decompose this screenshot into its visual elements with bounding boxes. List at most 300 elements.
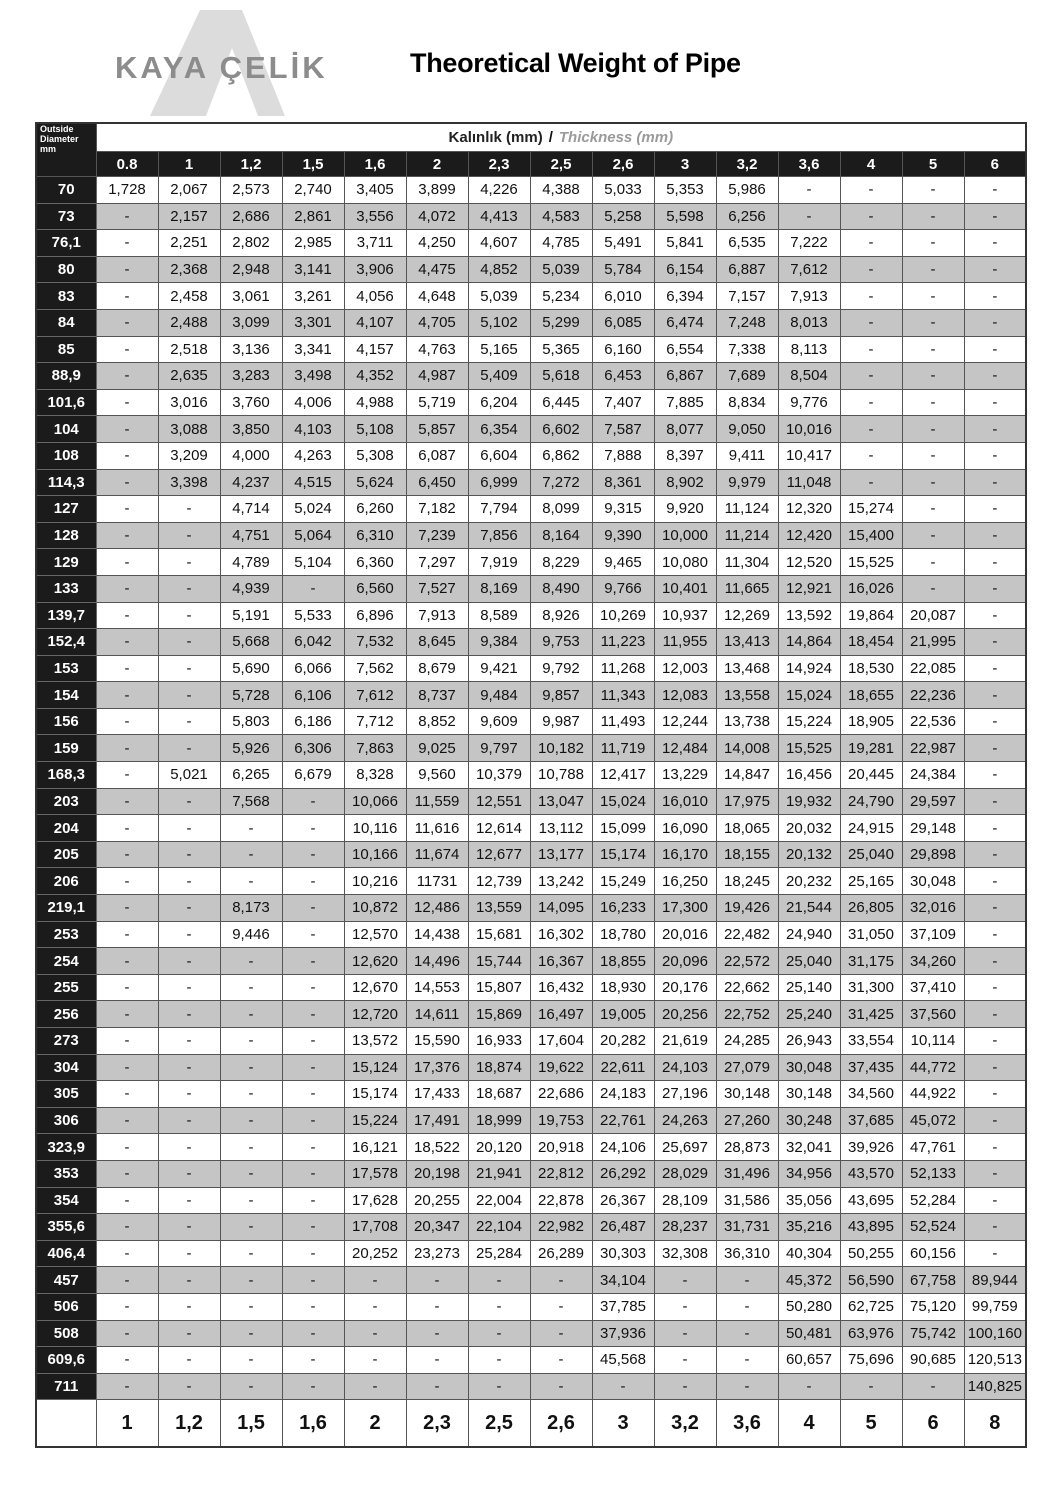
weight-cell: 5,926: [220, 735, 282, 762]
table-row: [36, 762, 1026, 789]
weight-cell: 6,360: [344, 549, 406, 576]
weight-cell: 22,761: [592, 1107, 654, 1134]
weight-cell: 13,572: [344, 1028, 406, 1055]
weight-cell: -: [964, 1001, 1026, 1028]
weight-cell: 29,898: [902, 841, 964, 868]
weight-cell: 5,690: [220, 655, 282, 682]
weight-cell: -: [282, 1187, 344, 1214]
weight-cell: 6,474: [654, 309, 716, 336]
footer-thickness-cell: 1,5: [220, 1400, 282, 1448]
weight-cell: 7,568: [220, 788, 282, 815]
weight-cell: 7,272: [530, 469, 592, 496]
weight-cell: 5,104: [282, 549, 344, 576]
weight-cell: -: [96, 496, 158, 523]
weight-cell: 45,568: [592, 1347, 654, 1374]
weight-cell: 16,933: [468, 1028, 530, 1055]
weight-cell: 21,544: [778, 895, 840, 922]
weight-cell: -: [778, 203, 840, 230]
outside-diameter-cell: 323,9: [36, 1134, 96, 1161]
weight-cell: -: [964, 735, 1026, 762]
weight-cell: 11,214: [716, 522, 778, 549]
outside-diameter-cell: 101,6: [36, 389, 96, 416]
weight-cell: -: [964, 469, 1026, 496]
weight-cell: 12,720: [344, 1001, 406, 1028]
weight-cell: 44,772: [902, 1054, 964, 1081]
weight-cell: -: [96, 256, 158, 283]
weight-cell: 9,465: [592, 549, 654, 576]
weight-cell: -: [220, 1293, 282, 1320]
weight-cell: 40,304: [778, 1240, 840, 1267]
table-row: [36, 1214, 1026, 1241]
weight-cell: -: [96, 230, 158, 257]
weight-cell: -: [96, 841, 158, 868]
weight-cell: -: [282, 1320, 344, 1347]
weight-cell: 9,446: [220, 921, 282, 948]
weight-cell: -: [964, 974, 1026, 1001]
table-row: [36, 921, 1026, 948]
weight-cell: -: [282, 1028, 344, 1055]
weight-cell: 24,384: [902, 762, 964, 789]
weight-cell: 52,133: [902, 1160, 964, 1187]
weight-cell: 22,662: [716, 974, 778, 1001]
weight-cell: 6,310: [344, 522, 406, 549]
weight-cell: 7,919: [468, 549, 530, 576]
weight-cell: 7,587: [592, 416, 654, 443]
weight-cell: 21,941: [468, 1160, 530, 1187]
thickness-header-row: [36, 152, 1026, 177]
weight-cell: 3,556: [344, 203, 406, 230]
weight-cell: -: [964, 1081, 1026, 1108]
weight-cell: -: [220, 1081, 282, 1108]
weight-cell: -: [158, 1320, 220, 1347]
weight-cell: -: [964, 602, 1026, 629]
weight-cell: 4,751: [220, 522, 282, 549]
weight-cell: 18,999: [468, 1107, 530, 1134]
weight-cell: -: [220, 1028, 282, 1055]
weight-cell: 4,852: [468, 256, 530, 283]
weight-cell: 8,173: [220, 895, 282, 922]
outside-diameter-cell: 80: [36, 256, 96, 283]
weight-cell: 5,039: [468, 283, 530, 310]
weight-cell: -: [96, 203, 158, 230]
footer-thickness-cell: 2,6: [530, 1400, 592, 1448]
weight-cell: -: [220, 868, 282, 895]
outside-diameter-cell: 253: [36, 921, 96, 948]
thickness-header-cell: 6: [964, 152, 1026, 177]
logo-text: KAYA ÇELİK: [115, 50, 328, 85]
weight-cell: -: [654, 1320, 716, 1347]
weight-cell: 8,328: [344, 762, 406, 789]
weight-cell: 75,742: [902, 1320, 964, 1347]
weight-cell: 6,160: [592, 336, 654, 363]
weight-cell: 10,788: [530, 762, 592, 789]
weight-cell: 7,338: [716, 336, 778, 363]
weight-cell: 6,204: [468, 389, 530, 416]
weight-cell: 12,520: [778, 549, 840, 576]
table-row: [36, 1134, 1026, 1161]
weight-cell: -: [96, 1054, 158, 1081]
weight-cell: -: [158, 1240, 220, 1267]
weight-cell: 37,685: [840, 1107, 902, 1134]
weight-cell: 34,260: [902, 948, 964, 975]
weight-cell: 8,737: [406, 682, 468, 709]
weight-cell: -: [96, 895, 158, 922]
weight-cell: 5,409: [468, 363, 530, 390]
weight-cell: -: [282, 1054, 344, 1081]
weight-cell: 16,497: [530, 1001, 592, 1028]
weight-cell: -: [964, 1134, 1026, 1161]
weight-cell: 2,368: [158, 256, 220, 283]
weight-cell: -: [530, 1267, 592, 1294]
weight-cell: 16,432: [530, 974, 592, 1001]
weight-cell: -: [964, 177, 1026, 204]
weight-cell: 15,174: [344, 1081, 406, 1108]
weight-cell: 5,803: [220, 708, 282, 735]
footer-thickness-cell: 2,3: [406, 1400, 468, 1448]
outside-diameter-header: [36, 123, 96, 177]
weight-cell: -: [654, 1293, 716, 1320]
weight-cell: 7,863: [344, 735, 406, 762]
weight-cell: -: [220, 1187, 282, 1214]
outside-diameter-cell: 406,4: [36, 1240, 96, 1267]
weight-cell: 11,493: [592, 708, 654, 735]
weight-cell: 26,805: [840, 895, 902, 922]
table-row: [36, 974, 1026, 1001]
weight-cell: 10,216: [344, 868, 406, 895]
outside-diameter-cell: 508: [36, 1320, 96, 1347]
weight-cell: 16,302: [530, 921, 592, 948]
weight-cell: -: [964, 549, 1026, 576]
table-row: [36, 948, 1026, 975]
weight-cell: 4,785: [530, 230, 592, 257]
weight-cell: 5,624: [344, 469, 406, 496]
weight-cell: 3,398: [158, 469, 220, 496]
weight-cell: -: [964, 629, 1026, 656]
weight-cell: 17,975: [716, 788, 778, 815]
weight-cell: 8,679: [406, 655, 468, 682]
footer-thickness-cell: 2,5: [468, 1400, 530, 1448]
weight-cell: -: [964, 309, 1026, 336]
weight-cell: 63,976: [840, 1320, 902, 1347]
weight-cell: -: [902, 522, 964, 549]
thickness-title-separator: /: [548, 129, 553, 146]
weight-cell: 20,176: [654, 974, 716, 1001]
weight-cell: 75,696: [840, 1347, 902, 1374]
weight-cell: 27,260: [716, 1107, 778, 1134]
weight-cell: 13,229: [654, 762, 716, 789]
weight-cell: 4,250: [406, 230, 468, 257]
weight-cell: 4,352: [344, 363, 406, 390]
weight-cell: 17,604: [530, 1028, 592, 1055]
weight-cell: -: [902, 177, 964, 204]
thickness-title-tr: Kalınlık (mm): [448, 129, 543, 146]
table-row: [36, 522, 1026, 549]
weight-cell: 12,244: [654, 708, 716, 735]
weight-cell: 12,921: [778, 575, 840, 602]
weight-cell: 23,273: [406, 1240, 468, 1267]
weight-cell: -: [964, 1240, 1026, 1267]
weight-cell: 31,425: [840, 1001, 902, 1028]
weight-cell: -: [902, 1373, 964, 1400]
weight-cell: -: [96, 1293, 158, 1320]
weight-cell: 11,665: [716, 575, 778, 602]
weight-cell: 4,648: [406, 283, 468, 310]
weight-cell: 6,453: [592, 363, 654, 390]
weight-cell: 22,482: [716, 921, 778, 948]
weight-cell: 25,140: [778, 974, 840, 1001]
weight-cell: 10,417: [778, 442, 840, 469]
weight-cell: 4,237: [220, 469, 282, 496]
table-row: [36, 1373, 1026, 1400]
weight-cell: -: [220, 1373, 282, 1400]
table-row: [36, 735, 1026, 762]
table-row: [36, 416, 1026, 443]
weight-cell: -: [964, 1187, 1026, 1214]
weight-cell: 7,248: [716, 309, 778, 336]
weight-cell: 15,400: [840, 522, 902, 549]
weight-cell: 30,048: [778, 1054, 840, 1081]
weight-cell: 20,232: [778, 868, 840, 895]
weight-cell: 31,496: [716, 1160, 778, 1187]
weight-cell: 9,776: [778, 389, 840, 416]
weight-cell: -: [220, 1134, 282, 1161]
weight-cell: -: [96, 629, 158, 656]
outside-diameter-cell: 457: [36, 1267, 96, 1294]
weight-cell: -: [406, 1267, 468, 1294]
weight-cell: 6,186: [282, 708, 344, 735]
weight-cell: 25,240: [778, 1001, 840, 1028]
table-row: [36, 496, 1026, 523]
weight-cell: 29,148: [902, 815, 964, 842]
weight-cell: 18,687: [468, 1081, 530, 1108]
weight-cell: 20,120: [468, 1134, 530, 1161]
weight-cell: -: [530, 1293, 592, 1320]
weight-cell: -: [282, 1001, 344, 1028]
footer-thickness-cell: 3,2: [654, 1400, 716, 1448]
thickness-header-cell: 2,5: [530, 152, 592, 177]
weight-cell: 12,417: [592, 762, 654, 789]
weight-cell: 16,010: [654, 788, 716, 815]
weight-cell: 22,982: [530, 1214, 592, 1241]
table-row: [36, 1028, 1026, 1055]
weight-cell: 12,484: [654, 735, 716, 762]
weight-cell: 15,224: [778, 708, 840, 735]
weight-cell: 4,103: [282, 416, 344, 443]
weight-cell: 9,050: [716, 416, 778, 443]
weight-cell: -: [468, 1267, 530, 1294]
weight-cell: 18,855: [592, 948, 654, 975]
weight-cell: -: [220, 1267, 282, 1294]
weight-cell: 50,481: [778, 1320, 840, 1347]
weight-cell: 6,862: [530, 442, 592, 469]
table-row: [36, 309, 1026, 336]
weight-cell: 11,304: [716, 549, 778, 576]
weight-cell: 8,099: [530, 496, 592, 523]
weight-cell: 19,932: [778, 788, 840, 815]
weight-cell: 11,223: [592, 629, 654, 656]
weight-cell: 10,116: [344, 815, 406, 842]
weight-cell: 2,985: [282, 230, 344, 257]
weight-cell: 7,297: [406, 549, 468, 576]
weight-cell: -: [840, 336, 902, 363]
weight-cell: -: [406, 1320, 468, 1347]
weight-cell: 26,943: [778, 1028, 840, 1055]
weight-cell: 4,763: [406, 336, 468, 363]
weight-cell: -: [964, 416, 1026, 443]
weight-cell: 7,612: [778, 256, 840, 283]
table-row: [36, 575, 1026, 602]
od-header-line: Outside: [40, 124, 74, 134]
weight-cell: 6,010: [592, 283, 654, 310]
weight-cell: 10,114: [902, 1028, 964, 1055]
weight-cell: 10,166: [344, 841, 406, 868]
outside-diameter-cell: 133: [36, 575, 96, 602]
weight-cell: -: [96, 815, 158, 842]
weight-cell: -: [96, 708, 158, 735]
weight-cell: 39,926: [840, 1134, 902, 1161]
table-row: [36, 1001, 1026, 1028]
weight-cell: -: [902, 203, 964, 230]
outside-diameter-cell: 104: [36, 416, 96, 443]
weight-cell: -: [96, 1001, 158, 1028]
weight-cell: 9,753: [530, 629, 592, 656]
weight-cell: 17,708: [344, 1214, 406, 1241]
weight-cell: 5,308: [344, 442, 406, 469]
weight-cell: 24,106: [592, 1134, 654, 1161]
weight-cell: 8,852: [406, 708, 468, 735]
thickness-header-cell: 2,6: [592, 152, 654, 177]
weight-cell: 8,589: [468, 602, 530, 629]
weight-cell: -: [344, 1293, 406, 1320]
weight-cell: 8,926: [530, 602, 592, 629]
weight-cell: -: [282, 895, 344, 922]
weight-cell: 5,299: [530, 309, 592, 336]
weight-cell: 4,988: [344, 389, 406, 416]
weight-cell: -: [282, 815, 344, 842]
weight-cell: 34,956: [778, 1160, 840, 1187]
weight-cell: -: [964, 655, 1026, 682]
weight-cell: 32,041: [778, 1134, 840, 1161]
weight-cell: 5,668: [220, 629, 282, 656]
weight-cell: 31,731: [716, 1214, 778, 1241]
weight-cell: 19,753: [530, 1107, 592, 1134]
weight-cell: 15,224: [344, 1107, 406, 1134]
weight-cell: 2,686: [220, 203, 282, 230]
weight-cell: 7,913: [778, 283, 840, 310]
weight-cell: 6,450: [406, 469, 468, 496]
outside-diameter-cell: 506: [36, 1293, 96, 1320]
weight-cell: 2,861: [282, 203, 344, 230]
weight-cell: 14,496: [406, 948, 468, 975]
weight-cell: -: [468, 1320, 530, 1347]
weight-cell: 12,620: [344, 948, 406, 975]
weight-cell: 52,524: [902, 1214, 964, 1241]
weight-cell: 13,047: [530, 788, 592, 815]
weight-cell: 7,885: [654, 389, 716, 416]
thickness-header-cell: 1,2: [220, 152, 282, 177]
weight-cell: 5,165: [468, 336, 530, 363]
weight-cell: 15,681: [468, 921, 530, 948]
weight-cell: 22,812: [530, 1160, 592, 1187]
weight-cell: 15,525: [778, 735, 840, 762]
weight-cell: 3,209: [158, 442, 220, 469]
weight-cell: 31,586: [716, 1187, 778, 1214]
weight-cell: 8,077: [654, 416, 716, 443]
weight-cell: -: [654, 1373, 716, 1400]
weight-cell: 43,570: [840, 1160, 902, 1187]
weight-cell: 28,873: [716, 1134, 778, 1161]
weight-cell: 5,353: [654, 177, 716, 204]
weight-cell: 18,655: [840, 682, 902, 709]
weight-cell: 24,263: [654, 1107, 716, 1134]
weight-cell: 27,196: [654, 1081, 716, 1108]
weight-cell: 4,107: [344, 309, 406, 336]
weight-cell: 90,685: [902, 1347, 964, 1374]
weight-cell: 12,570: [344, 921, 406, 948]
weight-cell: -: [964, 1160, 1026, 1187]
weight-cell: -: [96, 1267, 158, 1294]
weight-cell: 37,435: [840, 1054, 902, 1081]
weight-cell: 30,303: [592, 1240, 654, 1267]
weight-cell: -: [96, 416, 158, 443]
weight-cell: -: [158, 1054, 220, 1081]
weight-cell: -: [158, 1214, 220, 1241]
weight-cell: -: [716, 1293, 778, 1320]
weight-cell: 11,559: [406, 788, 468, 815]
weight-cell: 8,169: [468, 575, 530, 602]
weight-cell: -: [964, 1028, 1026, 1055]
weight-cell: 11,719: [592, 735, 654, 762]
weight-cell: 6,306: [282, 735, 344, 762]
weight-cell: 20,445: [840, 762, 902, 789]
weight-cell: 3,498: [282, 363, 344, 390]
weight-cell: 14,864: [778, 629, 840, 656]
weight-cell: 4,515: [282, 469, 344, 496]
weight-cell: -: [902, 389, 964, 416]
table-row: [36, 1107, 1026, 1134]
weight-cell: 16,456: [778, 762, 840, 789]
table-row: [36, 655, 1026, 682]
weight-cell: -: [716, 1373, 778, 1400]
weight-cell: 22,536: [902, 708, 964, 735]
outside-diameter-cell: 203: [36, 788, 96, 815]
weight-cell: -: [158, 1293, 220, 1320]
weight-cell: -: [220, 1001, 282, 1028]
weight-cell: -: [158, 841, 220, 868]
weight-cell: 5,986: [716, 177, 778, 204]
weight-cell: -: [840, 1373, 902, 1400]
weight-cell: 9,987: [530, 708, 592, 735]
table-row: [36, 363, 1026, 390]
weight-cell: -: [96, 309, 158, 336]
weight-cell: -: [158, 1267, 220, 1294]
weight-cell: 6,066: [282, 655, 344, 682]
weight-cell: 9,857: [530, 682, 592, 709]
thickness-header-cell: 1: [158, 152, 220, 177]
weight-cell: 20,016: [654, 921, 716, 948]
weight-cell: 120,513: [964, 1347, 1026, 1374]
weight-cell: 8,361: [592, 469, 654, 496]
weight-cell: 14,847: [716, 762, 778, 789]
weight-cell: -: [158, 496, 220, 523]
weight-cell: 5,021: [158, 762, 220, 789]
weight-cell: -: [96, 363, 158, 390]
weight-cell: 8,397: [654, 442, 716, 469]
weight-cell: -: [964, 762, 1026, 789]
weight-cell: -: [964, 363, 1026, 390]
outside-diameter-cell: 85: [36, 336, 96, 363]
weight-cell: 6,999: [468, 469, 530, 496]
